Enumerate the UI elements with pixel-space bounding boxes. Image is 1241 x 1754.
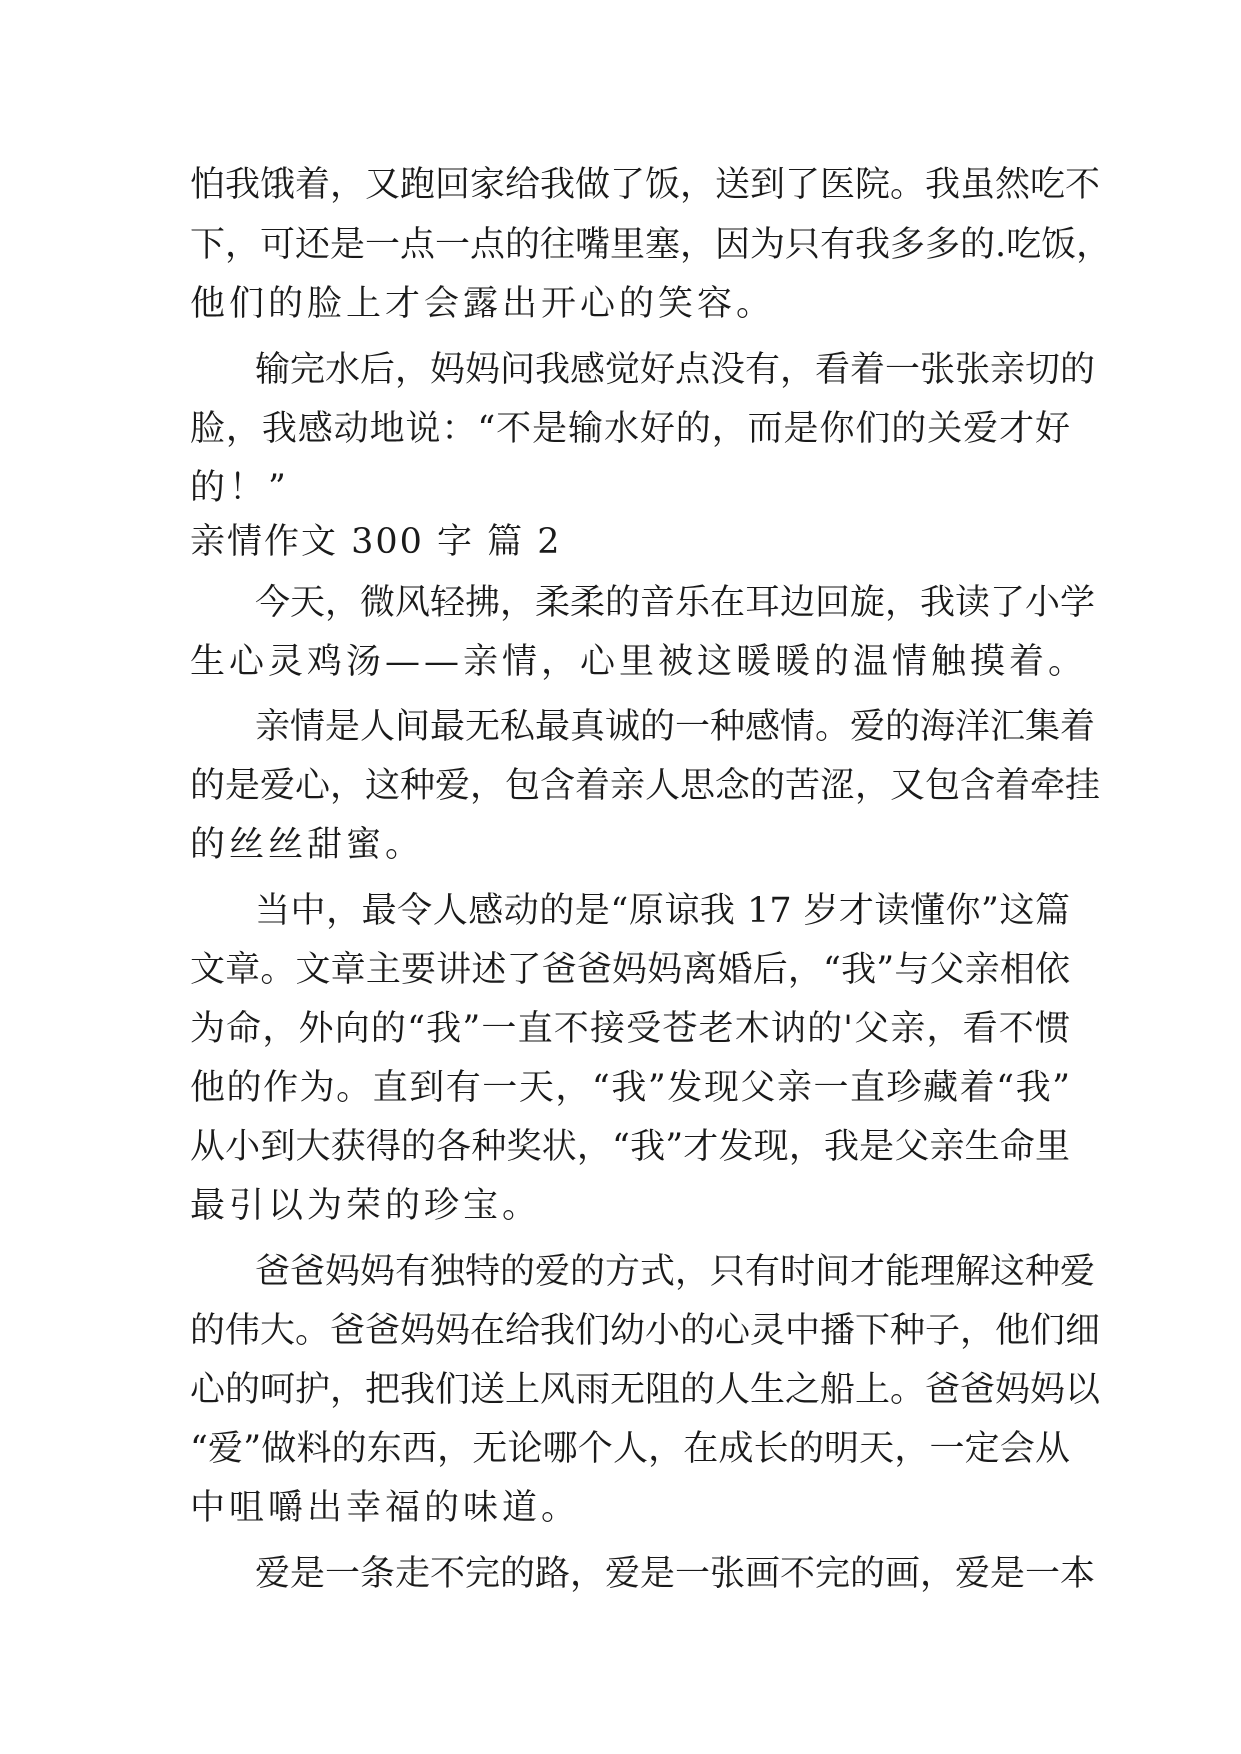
text-line: 当中，最令人感动的是“原谅我 17 岁才读懂你”这篇 — [255, 891, 1070, 931]
text-line: 生心灵鸡汤——亲情，心里被这暖暖的温情触摸着。 — [190, 642, 1088, 682]
text-line: 中咀嚼出幸福的味道。 — [190, 1488, 581, 1528]
text-line: 文章。文章主要讲述了爸爸妈妈离婚后，“我”与父亲相依 — [190, 950, 1070, 990]
text-line: 爸爸妈妈有独特的爱的方式，只有时间才能理解这种爱 — [255, 1252, 1096, 1292]
text-line: 今天，微风轻拂，柔柔的音乐在耳边回旋，我读了小学 — [255, 583, 1096, 623]
text-line: 他们的脸上才会露出开心的笑容。 — [190, 284, 776, 324]
text-line: 最引以为荣的珍宝。 — [190, 1186, 542, 1226]
text-line: 的！” — [190, 468, 290, 508]
text-line: 脸，我感动地说：“不是输水好的，而是你们的关爱才好 — [190, 409, 1070, 449]
text-line: 他的作为。直到有一天，“我”发现父亲一直珍藏着“我” — [190, 1068, 1070, 1108]
text-line: 的是爱心，这种爱，包含着亲人思念的苦涩，又包含着牵挂 — [190, 766, 1101, 806]
text-line: 下，可还是一点一点的往嘴里塞，因为只有我多多的.吃饭， — [190, 225, 1112, 265]
text-line: 的丝丝甜蜜。 — [190, 825, 425, 865]
text-line: 为命，外向的“我”一直不接受苍老木讷的'父亲，看不惯 — [190, 1009, 1070, 1049]
text-line: 的伟大。爸爸妈妈在给我们幼小的心灵中播下种子，他们细 — [190, 1311, 1101, 1351]
text-line: 从小到大获得的各种奖状，“我”才发现，我是父亲生命里 — [190, 1127, 1070, 1167]
text-line: 心的呵护，把我们送上风雨无阻的人生之船上。爸爸妈妈以 — [190, 1370, 1101, 1410]
text-line: 输完水后，妈妈问我感觉好点没有，看着一张张亲切的 — [255, 350, 1096, 390]
text-line: 怕我饿着，又跑回家给我做了饭，送到了医院。我虽然吃不 — [190, 165, 1101, 205]
text-line: “爱”做料的东西，无论哪个人，在成长的明天，一定会从 — [190, 1429, 1070, 1469]
section-heading: 亲情作文 300 字 篇 2 — [190, 522, 562, 562]
text-line: 亲情是人间最无私最真诚的一种感情。爱的海洋汇集着 — [255, 707, 1096, 747]
text-line: 爱是一条走不完的路，爱是一张画不完的画，爱是一本 — [255, 1554, 1096, 1594]
